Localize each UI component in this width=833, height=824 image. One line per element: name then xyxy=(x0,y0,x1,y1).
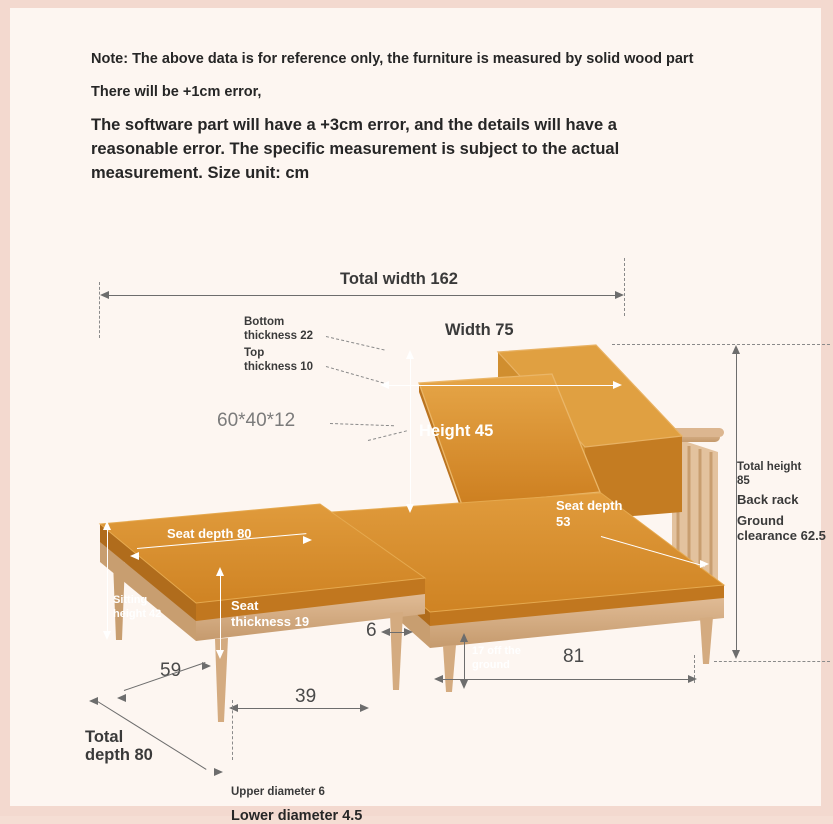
off-ground-label-2: ground xyxy=(472,659,510,671)
total-width-ext-right xyxy=(624,258,625,316)
total-width-line xyxy=(108,295,616,296)
top-thickness-label-2: thickness 10 xyxy=(244,361,314,373)
depth-59-arrow-right xyxy=(202,662,211,670)
width-75-arrow-right xyxy=(613,381,622,389)
total-width-arrow-right xyxy=(615,291,624,299)
width-75-line xyxy=(388,385,614,386)
total-height-bottom-ext xyxy=(714,661,830,662)
seat-thickness-arrow-up xyxy=(216,567,224,576)
total-depth-label-2: depth 80 xyxy=(85,746,153,764)
total-depth-arrow-right xyxy=(214,768,223,776)
seat-depth-53-arrow xyxy=(700,560,709,568)
total-depth-arrow-left xyxy=(89,697,98,705)
depth-39-line xyxy=(236,708,364,709)
bottom-thickness-label-2: thickness 22 xyxy=(244,330,314,342)
gap-6-label: 6 xyxy=(366,620,377,641)
back-rack-label: Back rack xyxy=(737,492,799,507)
seat-thickness-line xyxy=(220,574,221,652)
seat-thickness-label-2: thickness 19 xyxy=(231,614,310,629)
width-81-arrow-right xyxy=(688,675,697,683)
sitting-height-arrow-down xyxy=(103,631,111,640)
width-75-arrow-left xyxy=(380,381,389,389)
ground-clearance-label-2: clearance 62.5 xyxy=(737,528,826,543)
height-45-arrow-down xyxy=(406,504,414,513)
note-line-1: Note: The above data is for reference only, the furniture is measured by solid wood part xyxy=(91,51,694,67)
sitting-height-arrow-up xyxy=(103,521,111,530)
seat-depth-80-label: Seat depth 80 xyxy=(167,526,252,541)
top-thickness-label-1: Top xyxy=(244,347,265,359)
width-81-label: 81 xyxy=(563,646,585,667)
ground-clearance-label-1: Ground xyxy=(737,513,784,528)
off-ground-arrow-up xyxy=(460,633,468,642)
total-height-label-2: 85 xyxy=(737,475,750,487)
sitting-height-label-1: Sitting xyxy=(113,594,148,606)
height-45-arrow-up xyxy=(406,350,414,359)
leg-diameter-ext xyxy=(232,700,233,760)
width-81-arrow-left xyxy=(434,675,443,683)
total-depth-label-1: Total xyxy=(85,728,124,746)
cushion-size-label: 60*40*12 xyxy=(217,410,296,431)
seat-depth-53-label-1: Seat depth xyxy=(556,498,623,513)
width-81-ext-right xyxy=(694,655,695,683)
seat-depth-80-arrow-left xyxy=(130,552,139,560)
bottom-thickness-label-1: Bottom xyxy=(244,316,285,328)
off-ground-label-1: 17 off the xyxy=(472,645,521,657)
total-height-arrow-up xyxy=(732,345,740,354)
depth-39-label: 39 xyxy=(295,686,317,707)
note-line-2: There will be +1cm error, xyxy=(91,83,262,100)
lower-diameter-label: Lower diameter 4.5 xyxy=(231,808,363,824)
seat-depth-80-arrow-right xyxy=(303,536,312,544)
total-height-top-ext xyxy=(612,344,830,345)
height-45-line xyxy=(410,358,411,506)
total-height-label-1: Total height xyxy=(737,461,802,473)
note-line-3: The software part will have a +3cm error, and the details will have a reasonable error. The specific measurement is subject to the actual measurement. Size unit: cm xyxy=(91,116,620,182)
depth-59-label: 59 xyxy=(160,660,182,681)
height-45-label: Height 45 xyxy=(419,422,494,440)
off-ground-line xyxy=(464,640,465,682)
depth-39-arrow-right xyxy=(360,704,369,712)
upper-diameter-label: Upper diameter 6 xyxy=(231,786,325,798)
sitting-height-line xyxy=(107,528,108,633)
seat-depth-53-label-2: 53 xyxy=(556,514,571,529)
seat-thickness-arrow-down xyxy=(216,650,224,659)
total-width-label: Total width 162 xyxy=(340,270,458,288)
sitting-height-label-2: height 42 xyxy=(113,608,162,620)
gap-6-arrow-left xyxy=(381,628,390,636)
width-75-label: Width 75 xyxy=(445,321,514,339)
seat-thickness-label-1: Seat xyxy=(231,598,259,613)
off-ground-arrow-down xyxy=(460,680,468,689)
total-width-arrow-left xyxy=(100,291,109,299)
width-81-line xyxy=(442,679,692,680)
depth-39-arrow-left xyxy=(229,704,238,712)
depth-59-arrow-left xyxy=(117,694,126,702)
total-height-arrow-down xyxy=(732,650,740,659)
gap-6-arrow-right xyxy=(404,628,413,636)
